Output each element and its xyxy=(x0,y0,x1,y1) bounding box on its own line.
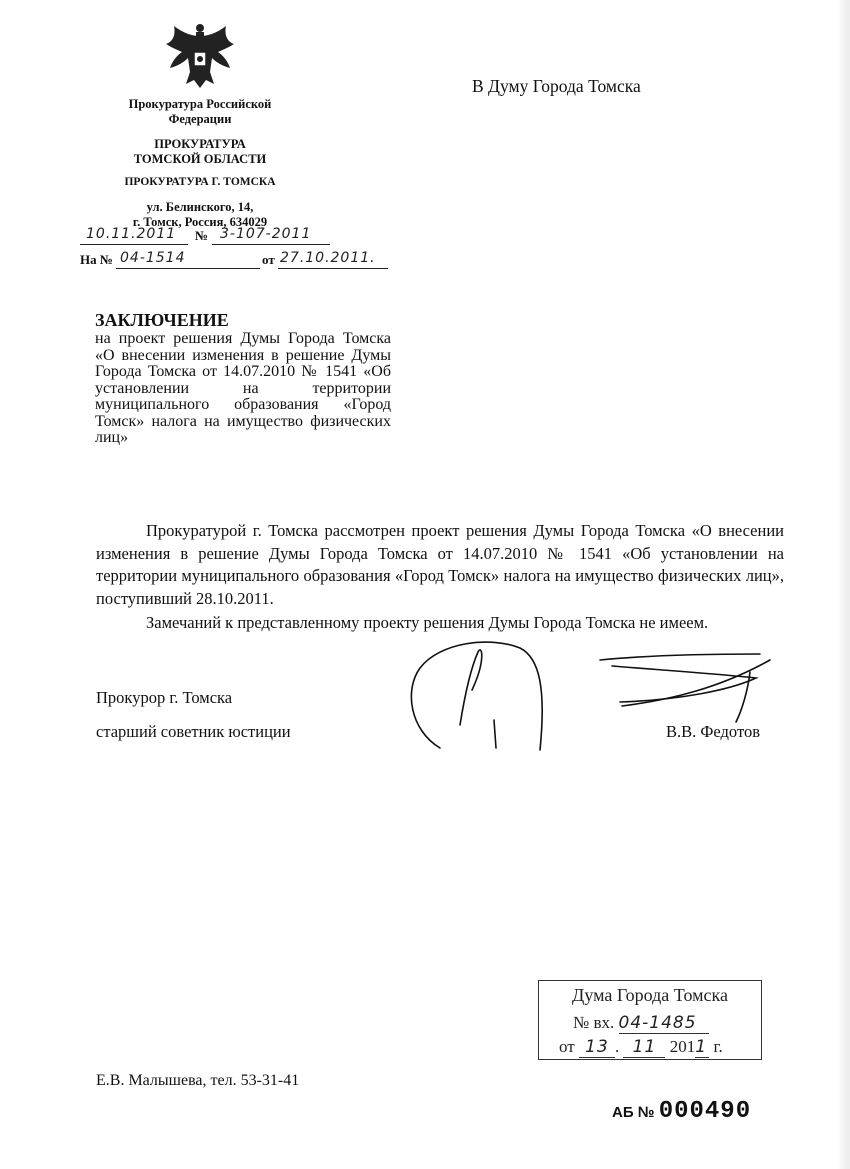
city-office: ПРОКУРАТУРА Г. ТОМСКА xyxy=(124,176,276,188)
document-subject: на проект решения Думы Города Томска «О внесении изменения в решение Думы Города Томска от 14.07.2010 № 1541 «Об установлении на территории муниципального образования «Город Томск» налога на имущество физических лиц» xyxy=(95,330,391,446)
emblem-icon xyxy=(160,22,240,94)
stamp-date-year-suffix: 1 xyxy=(695,1037,709,1058)
agency-name-line2: Федерации xyxy=(168,112,232,126)
from-label: от xyxy=(262,252,275,267)
regional-office-line2: ТОМСКОЙ ОБЛАСТИ xyxy=(133,152,267,166)
body-paragraph: Замечаний к представленному проекту решения Думы Города Томска не имеем. xyxy=(146,613,709,632)
reference-number: 04-1514 xyxy=(120,250,186,266)
regional-office-line1: ПРОКУРАТУРА xyxy=(154,137,246,151)
stamp-incoming xyxy=(573,1013,709,1034)
signatory-position: Прокурор г. Томска xyxy=(96,688,233,707)
number-label: № xyxy=(195,228,209,243)
stamp-date-prefix: от xyxy=(559,1037,575,1056)
body-paragraph: Прокуратурой г. Томска рассмотрен проект решения Думы Города Томска «О внесении изменения в решение Думы Города Томска от 14.07.2010 № 1541 «Об установлении на территории муниципального образования «Город Томск» налога на имущество физических лиц», поступивший 28.10.2011. xyxy=(96,521,784,608)
incoming-stamp xyxy=(538,980,762,1060)
address-line2: г. Томск, Россия, 634029 xyxy=(132,215,268,229)
form-number: 000490 xyxy=(658,1098,752,1125)
reference-label: На № xyxy=(80,252,113,267)
document-title: ЗАКЛЮЧЕНИЕ xyxy=(95,310,229,330)
signatory-rank: старший советник юстиции xyxy=(96,722,291,741)
outgoing-number: 3-107-2011 xyxy=(220,226,312,242)
address-line1: ул. Белинского, 14, xyxy=(146,200,254,214)
handwritten-signature xyxy=(400,630,800,770)
stamp-date-month: 11 xyxy=(623,1037,665,1058)
letterhead xyxy=(100,97,300,230)
stamp-incoming-number: 04-1485 xyxy=(619,1013,709,1034)
form-series: АБ № xyxy=(612,1104,655,1121)
stamp-date-year-prefix: 201 xyxy=(669,1037,696,1056)
executor-contact: Е.В. Малышева, тел. 53-31-41 xyxy=(96,1072,300,1089)
stamp-date-day: 13 xyxy=(579,1037,615,1058)
page-edge-shadow xyxy=(836,0,850,1169)
stamp-incoming-label: № вх. xyxy=(573,1013,615,1032)
stamp-year-label: г. xyxy=(713,1037,723,1056)
signatory-name: В.В. Федотов xyxy=(666,722,760,741)
reference-registration xyxy=(80,250,400,270)
addressee: В Думу Города Томска xyxy=(472,76,641,96)
stamp-organization: Дума Города Томска xyxy=(572,985,728,1005)
stamp-date: от 13 . 11 2011 г. xyxy=(559,1037,723,1057)
agency-name-line1: Прокуратура Российской xyxy=(128,97,272,111)
reference-date: 27.10.2011. xyxy=(280,250,376,266)
outgoing-registration xyxy=(80,226,400,246)
outgoing-date: 10.11.2011 xyxy=(86,226,177,242)
form-serial xyxy=(612,1098,751,1125)
